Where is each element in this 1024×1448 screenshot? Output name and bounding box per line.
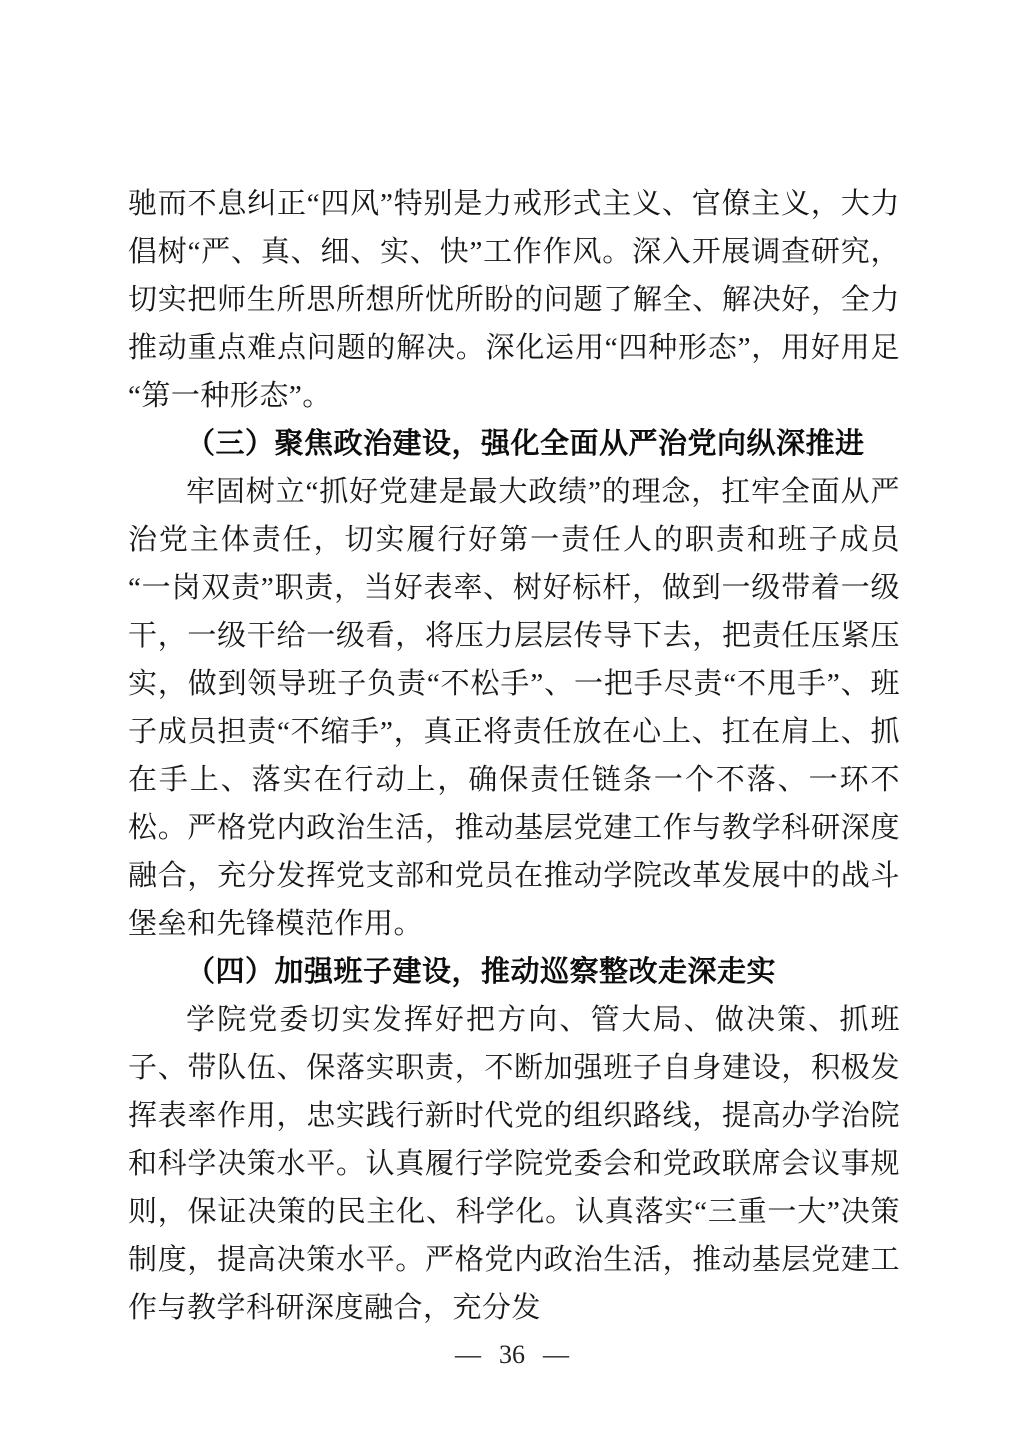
- page-footer: [0, 1336, 1024, 1374]
- footer-right-dash: —: [543, 1340, 569, 1369]
- document-body: [128, 180, 900, 1332]
- page-number: 36: [499, 1340, 525, 1369]
- section-heading-3: （三）聚焦政治建设，强化全面从严治党向纵深推进: [186, 428, 865, 460]
- paragraph-continuation: 驰而不息纠正“四风”特别是力戒形式主义、官僚主义，大力倡树“严、真、细、实、快”工作作风。深入开展调查研究，切实把师生所思所想所忧所盼的问题了解全、解决好，全力推动重点难点问题的解决。深化运用“四种形态”，用好用足“第一种形态”。: [128, 188, 900, 412]
- paragraph-section-3: 牢固树立“抓好党建是最大政绩”的理念，扛牢全面从严治党主体责任，切实履行好第一责任人的职责和班子成员“一岗双责”职责，当好表率、树好标杆，做到一级带着一级干，一级干给一级看，将压力层层传导下去，把责任压紧压实，做到领导班子负责“不松手”、一把手尽责“不甩手”、班子成员担责“不缩手”，真正将责任放在心上、扛在肩上、抓在手上、落实在行动上，确保责任链条一个不落、一环不松。严格党内政治生活，推动基层党建工作与教学科研深度融合，充分发挥党支部和党员在推动学院改革发展中的战斗堡垒和先锋模范作用。: [128, 476, 900, 940]
- section-heading-4: （四）加强班子建设，推动巡察整改走深走实: [186, 956, 777, 988]
- footer-left-dash: —: [455, 1340, 481, 1369]
- paragraph-section-4: 学院党委切实发挥好把方向、管大局、做决策、抓班子、带队伍、保落实职责，不断加强班子自身建设，积极发挥表率作用，忠实践行新时代党的组织路线，提高办学治院和科学决策水平。认真履行学院党委会和党政联席会议事规则，保证决策的民主化、科学化。认真落实“三重一大”决策制度，提高决策水平。严格党内政治生活，推动基层党建工作与教学科研深度融合，充分发: [128, 1004, 900, 1324]
